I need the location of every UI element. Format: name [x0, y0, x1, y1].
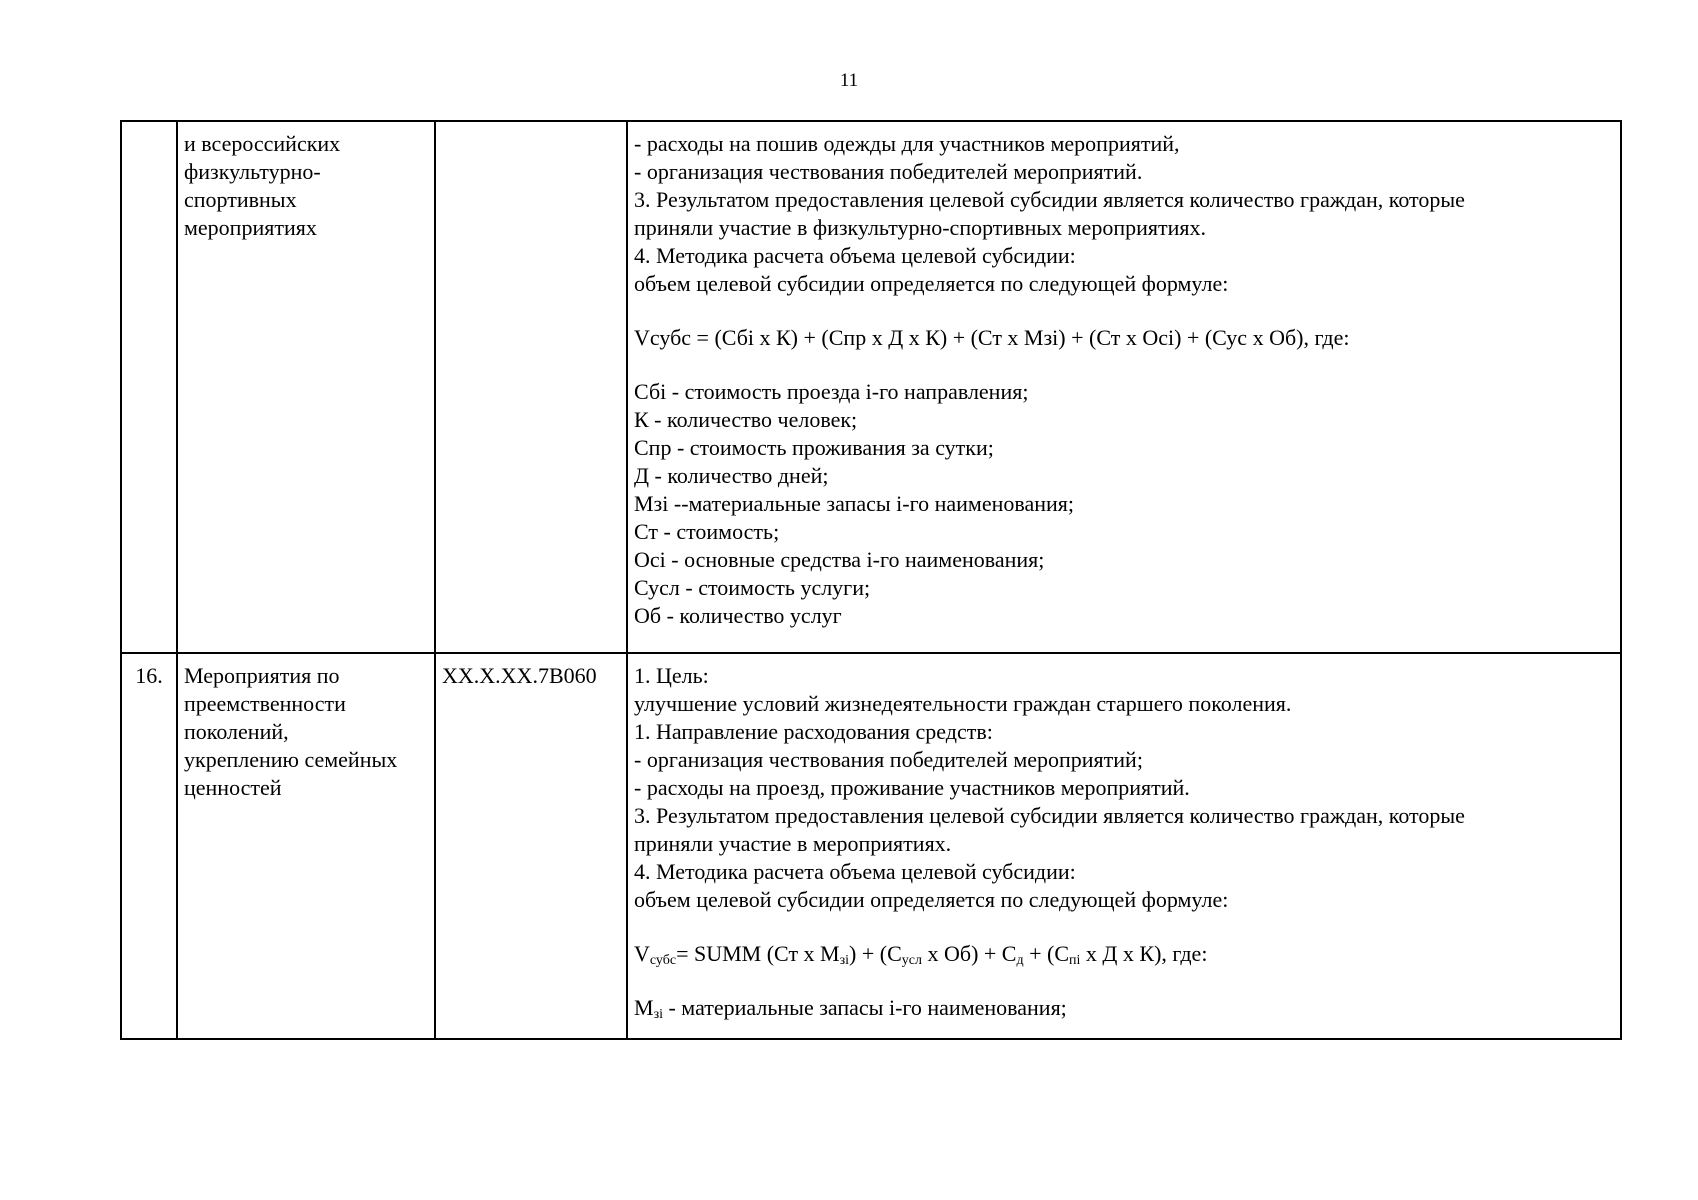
spacer — [634, 968, 1614, 994]
subsidy-formula — [634, 940, 1614, 968]
variable-definition: Осi - основные средства i-го наименования; — [634, 547, 1045, 572]
formula-subscript: усл — [901, 953, 922, 968]
description-line: улучшение условий жизнедеятельности граждан старшего поколения. — [634, 691, 1292, 716]
row-number-cell — [121, 121, 177, 653]
description-line: 4. Методика расчета объема целевой субсидии: — [634, 859, 1076, 884]
description-line: 1. Цель: — [634, 663, 709, 688]
description-line: объем целевой субсидии определяется по следующей формуле: — [634, 887, 1229, 912]
event-name-line: преемственности — [184, 691, 346, 716]
description-line: - расходы на проезд, проживание участников мероприятий. — [634, 775, 1190, 800]
budget-code-cell — [435, 121, 627, 653]
description-line: 3. Результатом предоставления целевой субсидии является количество граждан, которые — [634, 803, 1465, 828]
event-name-line: поколений, — [184, 719, 289, 744]
description-line: приняли участие в физкультурно-спортивных мероприятиях. — [634, 215, 1206, 240]
formula-subscript: зi — [653, 1007, 663, 1022]
spacer — [634, 352, 1614, 378]
formula-subscript: д — [1016, 953, 1024, 968]
description-line: - организация чествования победителей мероприятий; — [634, 747, 1143, 772]
event-name-line: физкультурно- — [184, 159, 321, 184]
formula-part: х Об) + С — [921, 941, 1017, 966]
variable-definition: Ст - стоимость; — [634, 519, 780, 544]
description-line: объем целевой субсидии определяется по следующей формуле: — [634, 271, 1229, 296]
variable-definition: К - количество человек; — [634, 407, 858, 432]
variable-definition: Д - количество дней; — [634, 463, 829, 488]
subsidy-table — [120, 120, 1622, 1040]
event-name-line: ценностей — [184, 775, 282, 800]
budget-code-cell: XX.X.XX.7B060 — [435, 653, 627, 1039]
description-line: 1. Направление расходования средств: — [634, 719, 993, 744]
variable-definition: Спр - стоимость проживания за сутки; — [634, 435, 994, 460]
event-name-line: и всероссийских — [184, 131, 341, 156]
formula-part: + (С — [1023, 941, 1070, 966]
event-name-cell — [177, 121, 435, 653]
table-row-continued — [121, 121, 1621, 653]
page-number: 11 — [839, 70, 859, 91]
row-number-cell: 16. — [121, 653, 177, 1039]
variable-definition: Мзi --материальные запасы i-го наименования; — [634, 491, 1074, 516]
description-line: - расходы на пошив одежды для участников мероприятий, — [634, 131, 1180, 156]
event-name-line: спортивных — [184, 187, 297, 212]
formula-subscript: пi — [1069, 953, 1081, 968]
description-line: приняли участие в мероприятиях. — [634, 831, 952, 856]
event-name-line: Мероприятия по — [184, 663, 340, 688]
table-row-16 — [121, 653, 1621, 1039]
formula-subscript: субс — [649, 953, 677, 968]
description-line: - организация чествования победителей мероприятий. — [634, 159, 1143, 184]
formula-subscript: зi — [839, 953, 850, 968]
formula-part: х Д х К), где: — [1080, 941, 1208, 966]
spacer — [634, 298, 1614, 324]
event-name-line: укреплению семейных — [184, 747, 398, 772]
formula-v: V — [634, 941, 650, 966]
formula-part: ) + (С — [849, 941, 902, 966]
subsidy-formula: Vсубс = (Сбi х К) + (Спр х Д х К) + (Ст х Мзi) + (Ст х Осi) + (Сус х Об), где: — [634, 325, 1350, 350]
variable-definition: Сусл - стоимость услуги; — [634, 575, 871, 600]
variable-definition: Об - количество услуг — [634, 603, 842, 628]
description-cell — [627, 121, 1621, 653]
description-line: 4. Методика расчета объема целевой субсидии: — [634, 243, 1076, 268]
description-cell — [627, 653, 1621, 1039]
description-line: 3. Результатом предоставления целевой субсидии является количество граждан, которые — [634, 187, 1465, 212]
variable-text: - материальные запасы i-го наименования; — [662, 995, 1067, 1020]
event-name-line: мероприятиях — [184, 215, 317, 240]
variable-definition: Сбi - стоимость проезда i-го направления; — [634, 379, 1029, 404]
spacer — [634, 914, 1614, 940]
variable-definition — [634, 994, 1614, 1022]
formula-part: = SUMM (Ст х М — [676, 941, 840, 966]
event-name-cell — [177, 653, 435, 1039]
variable-symbol: М — [634, 995, 654, 1020]
